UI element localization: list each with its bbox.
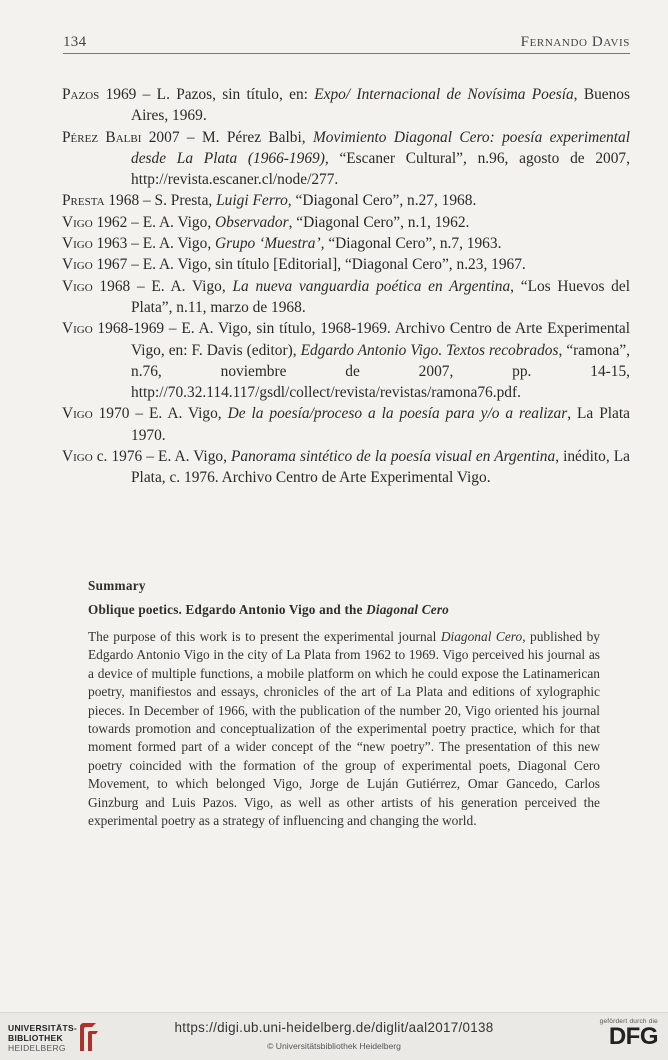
reference-key: Vigo xyxy=(62,405,93,423)
funded-by-label: gefördert durch die xyxy=(599,1018,658,1025)
reference-details: , “ramona”, n.76, noviembre de 2007, pp. 14-15, http://70.32.114.117/gsdl/collect/revista/revistas/ramona76.pdf. xyxy=(131,341,630,402)
summary-title xyxy=(88,602,600,618)
reference-title: Grupo ‘Muestra’, xyxy=(215,235,325,253)
library-city: HEIDELBERG xyxy=(8,1043,66,1053)
reference-title: Edgardo Antonio Vigo. Textos recobrados xyxy=(300,341,559,359)
bibliography xyxy=(62,84,630,489)
reference-text: 1968-1969 – E. A. Vigo, sin título, 1968-1969. Archivo Centro de Arte Experimental Vigo, en: F. Davis (editor), xyxy=(92,320,630,359)
reference-title: De la poesía/proceso a la poesía para y/o a realizar xyxy=(227,405,568,423)
reference-details: , Buenos Aires, 1969. xyxy=(131,86,630,125)
reference-entry xyxy=(62,233,630,254)
reference-text: 2007 – M. Pérez Balbi, xyxy=(141,128,313,146)
reference-text: 1970 – E. A. Vigo, xyxy=(92,405,228,423)
reference-title: Movimiento Diagonal Cero: poesía experimental desde La Plata (1966-1969), xyxy=(131,128,630,167)
digitization-footer xyxy=(0,1012,668,1060)
reference-entry xyxy=(62,212,630,233)
summary-body-text: , published by Edgardo Antonio Vigo in the city of La Plata from 1962 to 1969. Vigo perceived his journal as a device of multiple functions, a mobile platform on which he could expose the Latinamerican poetry, manifiestos and essays, chronicles of the art of La Plata and editions of xylographic pieces. In December of 1966, with the publication of the number 20, Vigo oriented his journal towards promotion and conceptualization of the experimental poetry practice, which for that moment formed part of a wider concept of the “new poetry”. The presentation of this new poetry coincided with the formation of the group of experimental poets, Diagonal Cero Movement, to which belonged Vigo, Jorge de Luján Gutiérrez, Omar Gancedo, Carlos Ginzburg and Luis Pazos. Vigo, as well as other artists of his generation perceived the experimental poetry as a strategy of influencing and changing the world. xyxy=(88,629,600,829)
summary-body xyxy=(88,628,600,830)
summary-title-text: Oblique poetics. Edgardo Antonio Vigo and the xyxy=(88,602,367,617)
reference-title: Expo/ Internacional de Novísima Poesía xyxy=(314,86,574,103)
reference-key: Vigo xyxy=(62,256,93,274)
reference-details: , “Los Huevos del Plata”, n.11, marzo de 1968. xyxy=(131,277,630,316)
permalink-url[interactable]: https://digi.ub.uni-heidelberg.de/diglit/aal2017/0138 xyxy=(174,1020,494,1035)
running-head-author: Fernando Davis xyxy=(520,34,630,50)
reference-title: Observador xyxy=(215,213,289,231)
reference-details: , La Plata 1970. xyxy=(131,405,630,444)
reference-entry xyxy=(62,276,630,319)
reference-title: La nueva vanguardia poética en Argentina xyxy=(232,277,511,295)
reference-text: 1968 – S. Presta, xyxy=(104,192,217,210)
reference-entry xyxy=(62,446,630,489)
reference-text: 1967 – E. A. Vigo, sin título [Editorial], “Diagonal Cero”, n.23, 1967. xyxy=(92,256,526,274)
reference-key: Vigo xyxy=(62,235,93,253)
dfg-logo[interactable] xyxy=(583,1018,658,1049)
reference-key: Vigo xyxy=(62,320,93,338)
summary-section xyxy=(88,578,600,830)
reference-key: Vigo xyxy=(62,448,93,466)
reference-entry xyxy=(62,127,630,191)
reference-key: Presta xyxy=(62,192,105,210)
reference-text: 1968 – E. A. Vigo, xyxy=(92,277,233,295)
reference-key: Pérez Balbi xyxy=(62,128,142,146)
reference-key: Vigo xyxy=(62,277,93,295)
library-name-line: BIBLIOTHEK xyxy=(8,1033,63,1043)
reference-key: Pazos xyxy=(62,86,100,103)
summary-title-journal: Diagonal Cero xyxy=(366,602,449,617)
reference-entry xyxy=(62,403,630,446)
reference-key: Vigo xyxy=(62,213,93,231)
reference-text: 1963 – E. A. Vigo, xyxy=(92,235,216,253)
summary-body-text: The purpose of this work is to present the experimental journal xyxy=(88,629,441,644)
copyright-notice: © Universitätsbibliothek Heidelberg xyxy=(267,1041,401,1051)
summary-heading: Summary xyxy=(88,578,146,593)
dfg-wordmark: DFG xyxy=(608,1023,658,1050)
page-number: 134 xyxy=(63,34,87,50)
reference-entry xyxy=(62,318,630,403)
reference-details: “Escaner Cultural”, n.96, agosto de 2007, http://revista.escaner.cl/node/277. xyxy=(131,149,630,189)
reference-text: c. 1976 – E. A. Vigo, xyxy=(92,448,231,466)
reference-details: , “Diagonal Cero”, n.1, 1962. xyxy=(288,213,470,231)
reference-entry xyxy=(62,84,630,127)
reference-text: 1962 – E. A. Vigo, xyxy=(92,213,216,231)
reference-title: Luigi Ferro, xyxy=(216,192,292,210)
reference-entry xyxy=(62,254,630,275)
reference-entry xyxy=(62,190,630,211)
running-head xyxy=(63,34,630,51)
reference-details: “Diagonal Cero”, n.27, 1968. xyxy=(291,192,477,210)
reference-title: Panorama sintético de la poesía visual en Argentina xyxy=(231,448,556,466)
reference-text: 1969 – L. Pazos, sin título, en: xyxy=(99,86,315,103)
summary-body-journal: Diagonal Cero xyxy=(440,629,523,644)
header-rule xyxy=(63,53,630,54)
library-name-line: UNIVERSITÄTS- xyxy=(8,1023,78,1033)
reference-details: “Diagonal Cero”, n.7, 1963. xyxy=(324,235,502,253)
reference-details: , inédito, La Plata, c. 1976. Archivo Centro de Arte Experimental Vigo. xyxy=(131,448,630,487)
